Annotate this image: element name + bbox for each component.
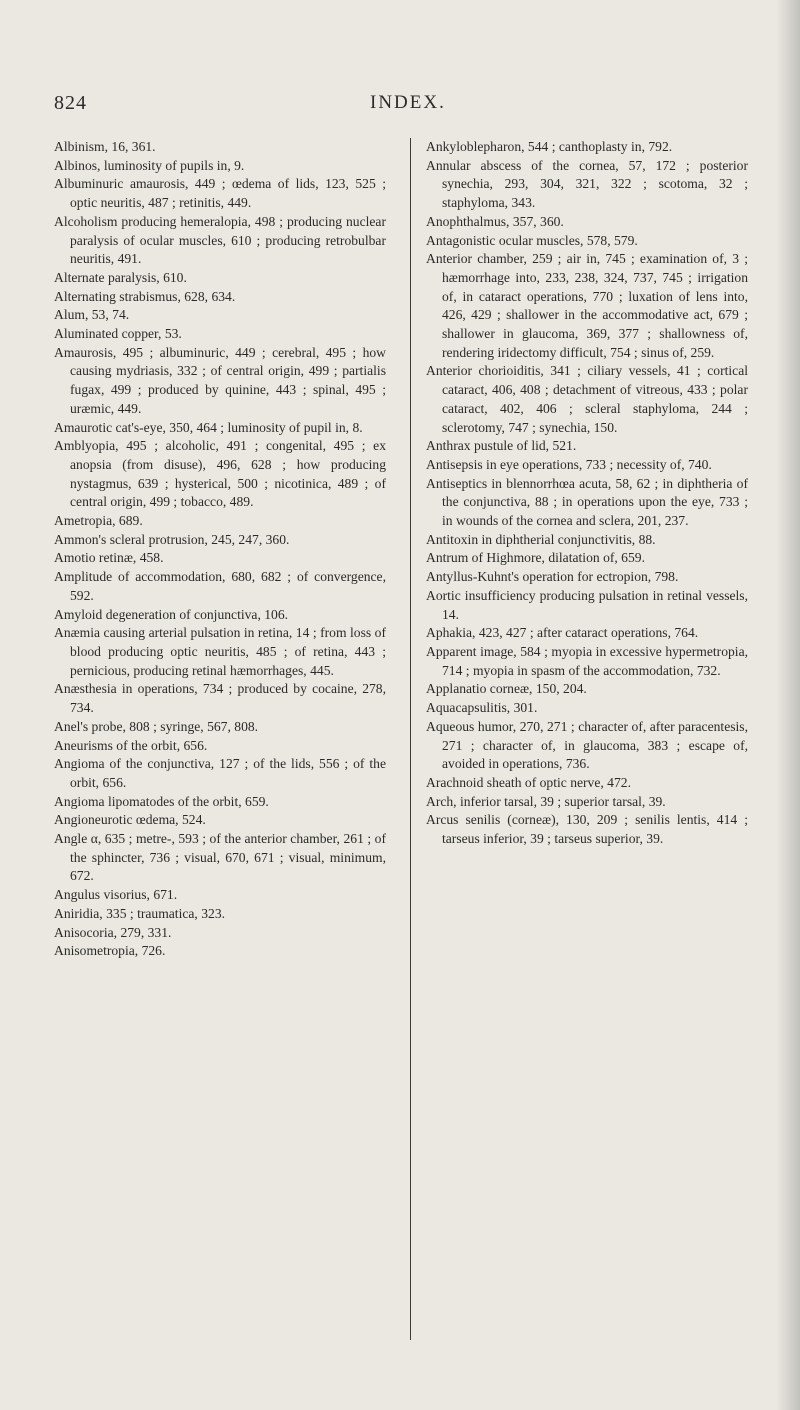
index-column-left [54, 138, 386, 961]
index-entry: Applanatio corneæ, 150, 204. [426, 681, 587, 697]
page-number: 824 [54, 92, 87, 114]
index-column-right [426, 138, 748, 849]
index-entry: Arachnoid sheath of optic nerve, 472. [426, 774, 631, 790]
index-entry: Amyloid degeneration of conjunctiva, 106. [54, 606, 289, 622]
index-entry: Anophthalmus, 357, 360. [426, 213, 564, 229]
index-entry: Antyllus-Kuhnt's operation for ectropion, 798. [426, 569, 679, 585]
index-entry: Antrum of Highmore, dilatation of, 659. [426, 550, 645, 566]
index-entry: Aluminated copper, 53. [54, 326, 182, 342]
index-entry: Aphakia, 423, 427 ; after cataract operations, 764. [426, 625, 699, 641]
index-entry: Angulus visorius, 671. [54, 887, 178, 903]
index-entry: Antitoxin in diphtherial conjunctivitis, 88. [426, 531, 656, 547]
index-entry: Angioma of the conjunctiva, 127 ; of the lids, 556 ; of the orbit, 656. [54, 756, 386, 790]
index-entry: Aqueous humor, 270, 271 ; character of, after paracentesis, 271 ; character of, in glaucoma, 383 ; escape of, avoided in operations, 736. [426, 718, 748, 772]
index-entry: Apparent image, 584 ; myopia in excessive hypermetropia, 714 ; myopia in spasm of the accommodation, 732. [426, 643, 748, 678]
index-entry: Angle α, 635 ; metre-, 593 ; of the anterior chamber, 261 ; of the sphincter, 736 ; visual, 670, 671 ; visual, minimum, 672. [54, 831, 386, 884]
index-entry: Aniridia, 335 ; traumatica, 323. [54, 905, 226, 921]
column-divider [410, 138, 411, 1340]
index-entry: Anæsthesia in operations, 734 ; produced by cocaine, 278, 734. [54, 681, 386, 716]
index-entry: Aortic insufficiency producing pulsation in retinal vessels, 14. [426, 587, 748, 622]
index-entry: Ammon's scleral protrusion, 245, 247, 360. [54, 531, 290, 547]
index-entry: Annular abscess of the cornea, 57, 172 ; posterior synechia, 293, 304, 321, 322 ; scotoma, 32 ; staphyloma, 343. [426, 157, 748, 211]
running-head: INDEX. [370, 92, 446, 113]
index-entry: Ametropia, 689. [54, 513, 143, 529]
index-entry: Aquacapsulitis, 301. [426, 700, 538, 716]
index-entry: Amblyopia, 495 ; alcoholic, 491 ; congenital, 495 ; ex anopsia (from disuse), 496, 628 ; how producing nystagmus, 639 ; hysterical, 500 ; nicotinica, 489 ; of central origin, 499 ; tobacco, 489. [54, 438, 386, 510]
index-entry: Anel's probe, 808 ; syringe, 567, 808. [54, 718, 259, 734]
index-entry: Albinos, luminosity of pupils in, 9. [54, 157, 245, 173]
index-entry: Antagonistic ocular muscles, 578, 579. [426, 232, 638, 248]
index-entry: Angioma lipomatodes of the orbit, 659. [54, 793, 269, 809]
index-entry: Arch, inferior tarsal, 39 ; superior tarsal, 39. [426, 793, 666, 809]
index-entry: Angioneurotic œdema, 524. [54, 812, 206, 828]
index-entry: Anterior chorioiditis, 341 ; ciliary vessels, 41 ; cortical cataract, 406, 408 ; detachment of vitreous, 433 ; polar cataract, 402, 406 ; scleral staphyloma, 244 ; sclerotomy, 747 ; synechia, 150. [426, 363, 748, 435]
index-entry: Arcus senilis (corneæ), 130, 209 ; senilis lentis, 414 ; tarseus inferior, 39 ; tarseus superior, 39. [426, 812, 748, 847]
index-entry: Alternating strabismus, 628, 634. [54, 288, 236, 304]
index-entry: Anæmia causing arterial pulsation in retina, 14 ; from loss of blood producing optic neuritis, 485 ; of retina, 443 ; pernicious, producing retinal hæmorrhages, 445. [54, 625, 386, 678]
index-entry: Anisocoria, 279, 331. [54, 924, 172, 940]
index-entry: Amplitude of accommodation, 680, 682 ; of convergence, 592. [54, 569, 386, 603]
index-entry: Alcoholism producing hemeralopia, 498 ; producing nuclear paralysis of ocular muscles, 610 ; producing retrobulbar neuritis, 491. [54, 213, 386, 267]
index-entry: Anisometropia, 726. [54, 943, 166, 959]
index-entry: Ankyloblepharon, 544 ; canthoplasty in, 792. [426, 139, 673, 154]
index-entry: Anterior chamber, 259 ; air in, 745 ; examination of, 3 ; hæmorrhage into, 233, 238, 324, 737, 745 ; irrigation of, in cataract operations, 770 ; luxation of lens into, 426, 429 ; shallower in the accommodative act, 679 ; shallower in glaucoma, 369, 377 ; shallowness of, rendering iridectomy difficult, 754 ; sinus of, 259. [426, 251, 748, 360]
index-entry: Alum, 53, 74. [54, 307, 130, 323]
index-entry: Aneurisms of the orbit, 656. [54, 737, 208, 753]
index-entry: Amaurotic cat's-eye, 350, 464 ; luminosity of pupil in, 8. [54, 419, 363, 435]
index-entry: Alternate paralysis, 610. [54, 269, 187, 285]
page-edge-shadow [776, 0, 800, 1410]
index-entry: Anthrax pustule of lid, 521. [426, 438, 577, 454]
index-entry: Amaurosis, 495 ; albuminuric, 449 ; cerebral, 495 ; how causing mydriasis, 332 ; of central origin, 499 ; partialis fugax, 499 ; produced by quinine, 443 ; spinal, 495 ; uræmic, 449. [54, 344, 386, 416]
index-entry: Albuminuric amaurosis, 449 ; œdema of lids, 123, 525 ; optic neuritis, 487 ; retinitis, 449. [54, 176, 386, 211]
index-entry: Amotio retinæ, 458. [54, 550, 164, 566]
index-entry: Albinism, 16, 361. [54, 139, 156, 154]
index-entry: Antisepsis in eye operations, 733 ; necessity of, 740. [426, 456, 712, 472]
index-entry: Antiseptics in blennorrhœa acuta, 58, 62 ; in diphtheria of the conjunctiva, 88 ; in operations upon the eye, 733 ; in wounds of the cornea and sclera, 201, 237. [426, 475, 748, 529]
